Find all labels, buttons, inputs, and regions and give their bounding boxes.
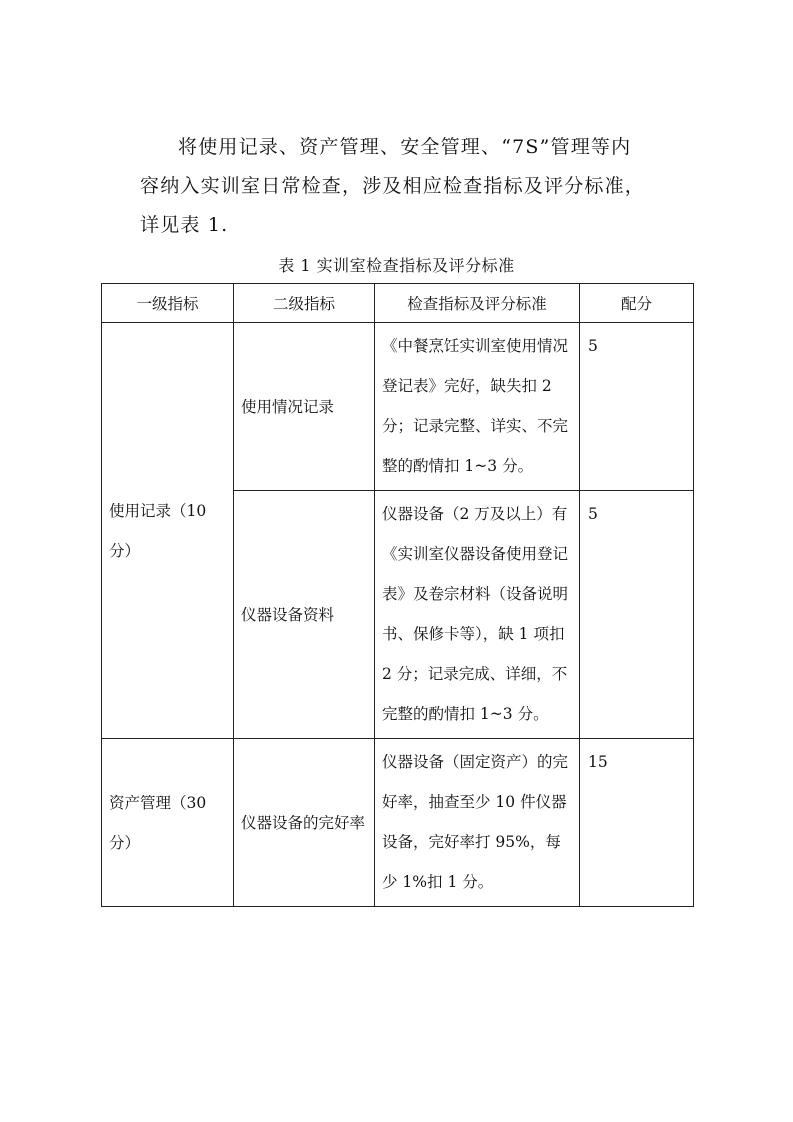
header-score: 配分 <box>580 284 694 323</box>
criteria-cell: 《中餐烹饪实训室使用情况登记表》完好，缺失扣 2 分；记录完整、详实、不完整的酌情扣 1~3 分。 <box>375 323 580 491</box>
level2-cell: 仪器设备资料 <box>234 491 375 739</box>
header-level2: 二级指标 <box>234 284 375 323</box>
table-row <box>102 739 694 907</box>
criteria-cell: 仪器设备（固定资产）的完好率，抽查至少 10 件仪器设备，完好率打 95%，每少 1%扣 1 分。 <box>375 739 580 907</box>
inspection-table <box>101 283 694 907</box>
score-cell: 5 <box>580 491 694 739</box>
level1-cell: 资产管理（30 分） <box>102 739 234 907</box>
criteria-cell: 仪器设备（2 万及以上）有《实训室仪器设备使用登记表》及卷宗材料（设备说明书、保修卡等），缺 1 项扣 2 分；记录完成、详细，不完整的酌情扣 1~3 分。 <box>375 491 580 739</box>
table-row <box>102 323 694 491</box>
intro-paragraph <box>140 128 650 245</box>
level2-cell: 仪器设备的完好率 <box>234 739 375 907</box>
header-level1: 一级指标 <box>102 284 234 323</box>
score-cell: 5 <box>580 323 694 491</box>
table-header-row <box>102 284 694 323</box>
header-criteria: 检查指标及评分标准 <box>375 284 580 323</box>
level2-cell: 使用情况记录 <box>234 323 375 491</box>
table-caption: 表 1 实训室检查指标及评分标准 <box>278 256 515 275</box>
intro-text: 将使用记录、资产管理、安全管理、“7S”管理等内容纳入实训室日常检查，涉及相应检查指标及评分标准，详见表 1. <box>140 136 646 236</box>
score-cell: 15 <box>580 739 694 907</box>
level1-cell: 使用记录（10 分） <box>102 323 234 739</box>
